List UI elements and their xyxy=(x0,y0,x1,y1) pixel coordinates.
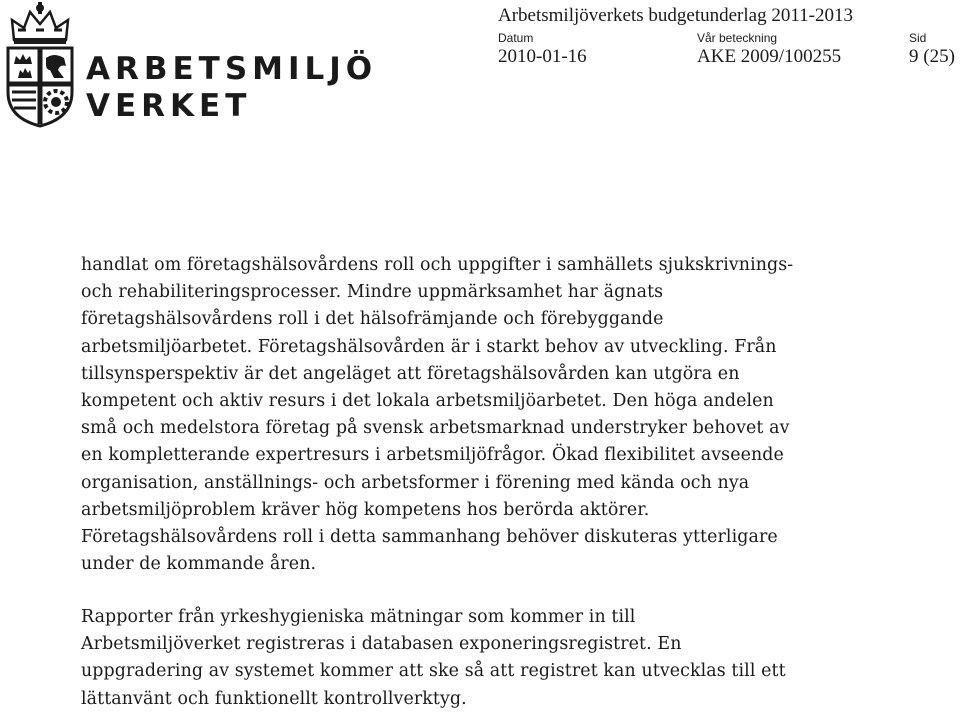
date-label: Datum xyxy=(498,31,534,45)
paragraph-line: lättanvänt och funktionellt kontrollverktyg. xyxy=(81,688,467,709)
paragraph-line: tillsynsperspektiv är det angeläget att företagshälsovården kan utgöra en xyxy=(81,363,740,384)
paragraph-line: organisation, anställnings- och arbetsformer i förening med kända och nya xyxy=(81,472,750,493)
coat-of-arms-icon xyxy=(2,0,78,128)
agency-logo xyxy=(0,0,378,130)
paragraph-line: under de kommande åren. xyxy=(81,554,317,575)
paragraph-line: arbetsmiljöproblem kräver hög kompetens hos berörda aktörer. xyxy=(81,499,650,520)
date-value: 2010-01-16 xyxy=(498,46,587,67)
paragraph-line: arbetsmiljöarbetet. Företagshälsovården är i starkt behov av utveckling. Från xyxy=(81,336,777,357)
paragraph-line: Rapporter från yrkeshygieniska mätningar som kommer in till xyxy=(81,607,636,627)
reference-value: AKE 2009/100255 xyxy=(697,46,842,67)
body-paragraph-1 xyxy=(81,252,941,578)
paragraph-line: handlat om företagshälsovårdens roll och uppgifter i samhällets sjukskrivnings- xyxy=(81,255,794,275)
paragraph-line: en kompletterande expertresurs i arbetsmiljöfrågor. Ökad flexibilitet avseende xyxy=(81,445,784,466)
body-paragraph-2 xyxy=(81,604,941,713)
paragraph-line: små och medelstora företag på svensk arbetsmarknad understryker behovet av xyxy=(81,418,790,439)
reference-label: Vår beteckning xyxy=(697,31,778,45)
page-number: 9 (25) xyxy=(909,46,955,67)
logo-wordmark-line1: ARBETSMILJÖ xyxy=(86,51,378,87)
paragraph-line: Arbetsmiljöverket registreras i databasen exponeringsregistret. En xyxy=(81,634,682,655)
paragraph-line: Företagshälsovårdens roll i detta sammanhang behöver diskuteras ytterligare xyxy=(81,527,778,548)
paragraph-line: och rehabiliteringsprocesser. Mindre uppmärksamhet har ägnats xyxy=(81,282,664,303)
paragraph-line: företagshälsovårdens roll i det hälsofrämjande och förebyggande xyxy=(81,309,664,330)
page-label: Sid xyxy=(909,31,927,45)
logo-wordmark-line2: VERKET xyxy=(86,88,252,124)
document-title: Arbetsmiljöverkets budgetunderlag 2011-2013 xyxy=(498,5,853,26)
paragraph-line: kompetent och aktiv resurs i det lokala arbetsmiljöarbetet. Den höga andelen xyxy=(81,391,774,412)
paragraph-line: uppgradering av systemet kommer att ske så att registret kan utvecklas till ett xyxy=(81,661,786,682)
